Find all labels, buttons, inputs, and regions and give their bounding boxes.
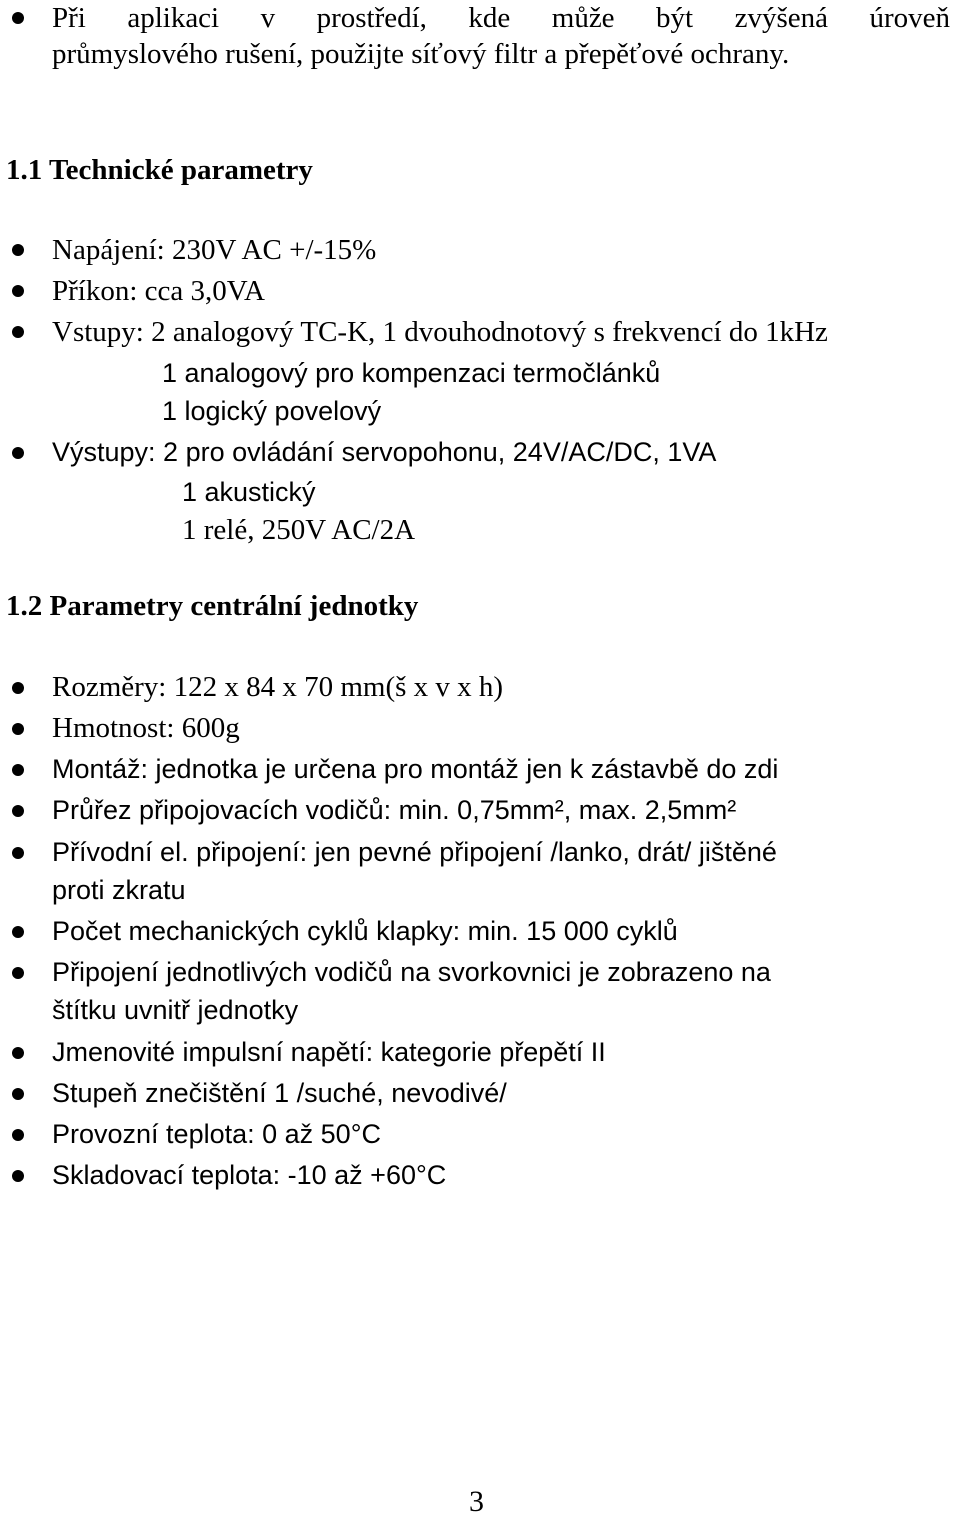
bullet-dot [12, 244, 24, 256]
page-number: 3 [469, 1485, 484, 1518]
param-mounting: Montáž: jednotka je určena pro montáž jen k zástavbě do zdi [52, 754, 779, 784]
param-outputs-continuation-2: 1 relé, 250V AC/2A [182, 514, 416, 546]
intro-line-1: Při aplikaci v prostředí, kde může být zvýšená úroveň [52, 2, 950, 34]
bullet-dot [12, 1088, 24, 1100]
section-heading-central-unit: 1.2 Parametry centrální jednotky [6, 590, 419, 622]
bullet-dot [12, 447, 24, 459]
bullet-dot [12, 805, 24, 817]
bullet-dot [12, 12, 24, 24]
bullet-dot [12, 967, 24, 979]
bullet-dot [12, 1047, 24, 1059]
param-supply-connection: Přívodní el. připojení: jen pevné připojení /lanko, drát/ jištěné [52, 837, 777, 867]
param-storage-temperature: Skladovací teplota: -10 až +60°C [52, 1160, 447, 1190]
param-terminal-connection: Připojení jednotlivých vodičů na svorkovnici je zobrazeno na [52, 957, 771, 987]
param-power-consumption: Příkon: cca 3,0VA [52, 275, 265, 307]
bullet-dot [12, 764, 24, 776]
bullet-dot [12, 847, 24, 859]
intro-line-2: průmyslového rušení, použijte síťový filtr a přepěťové ochrany. [52, 38, 790, 70]
param-mechanical-cycles: Počet mechanických cyklů klapky: min. 15 000 cyklů [52, 916, 678, 946]
bullet-dot [12, 326, 24, 338]
param-supply-connection-continuation: proti zkratu [52, 875, 186, 905]
bullet-dot [12, 682, 24, 694]
param-inputs-continuation-2: 1 logický povelový [162, 396, 382, 426]
bullet-dot [12, 926, 24, 938]
bullet-dot [12, 285, 24, 297]
param-outputs: Výstupy: 2 pro ovládání servopohonu, 24V/AC/DC, 1VA [52, 437, 717, 467]
bullet-dot [12, 723, 24, 735]
bullet-dot [12, 1129, 24, 1141]
param-operating-temperature: Provozní teplota: 0 až 50°C [52, 1119, 381, 1149]
param-wire-cross-section: Průřez připojovacích vodičů: min. 0,75mm², max. 2,5mm² [52, 795, 737, 825]
param-power-supply: Napájení: 230V AC +/-15% [52, 234, 377, 266]
bullet-dot [12, 1170, 24, 1182]
param-terminal-connection-continuation: štítku uvnitř jednotky [52, 995, 299, 1025]
section-heading-technical-parameters: 1.1 Technické parametry [6, 154, 313, 186]
param-inputs-continuation-1: 1 analogový pro kompenzaci termočlánků [162, 358, 661, 388]
param-dimensions: Rozměry: 122 x 84 x 70 mm(š x v x h) [52, 671, 504, 703]
param-inputs: Vstupy: 2 analogový TC-K, 1 dvouhodnotový s frekvencí do 1kHz [52, 316, 828, 348]
param-weight: Hmotnost: 600g [52, 712, 240, 744]
param-pollution-degree: Stupeň znečištění 1 /suché, nevodivé/ [52, 1078, 507, 1108]
param-outputs-continuation-1: 1 akustický [182, 477, 316, 507]
param-impulse-voltage: Jmenovité impulsní napětí: kategorie přepětí II [52, 1037, 606, 1067]
